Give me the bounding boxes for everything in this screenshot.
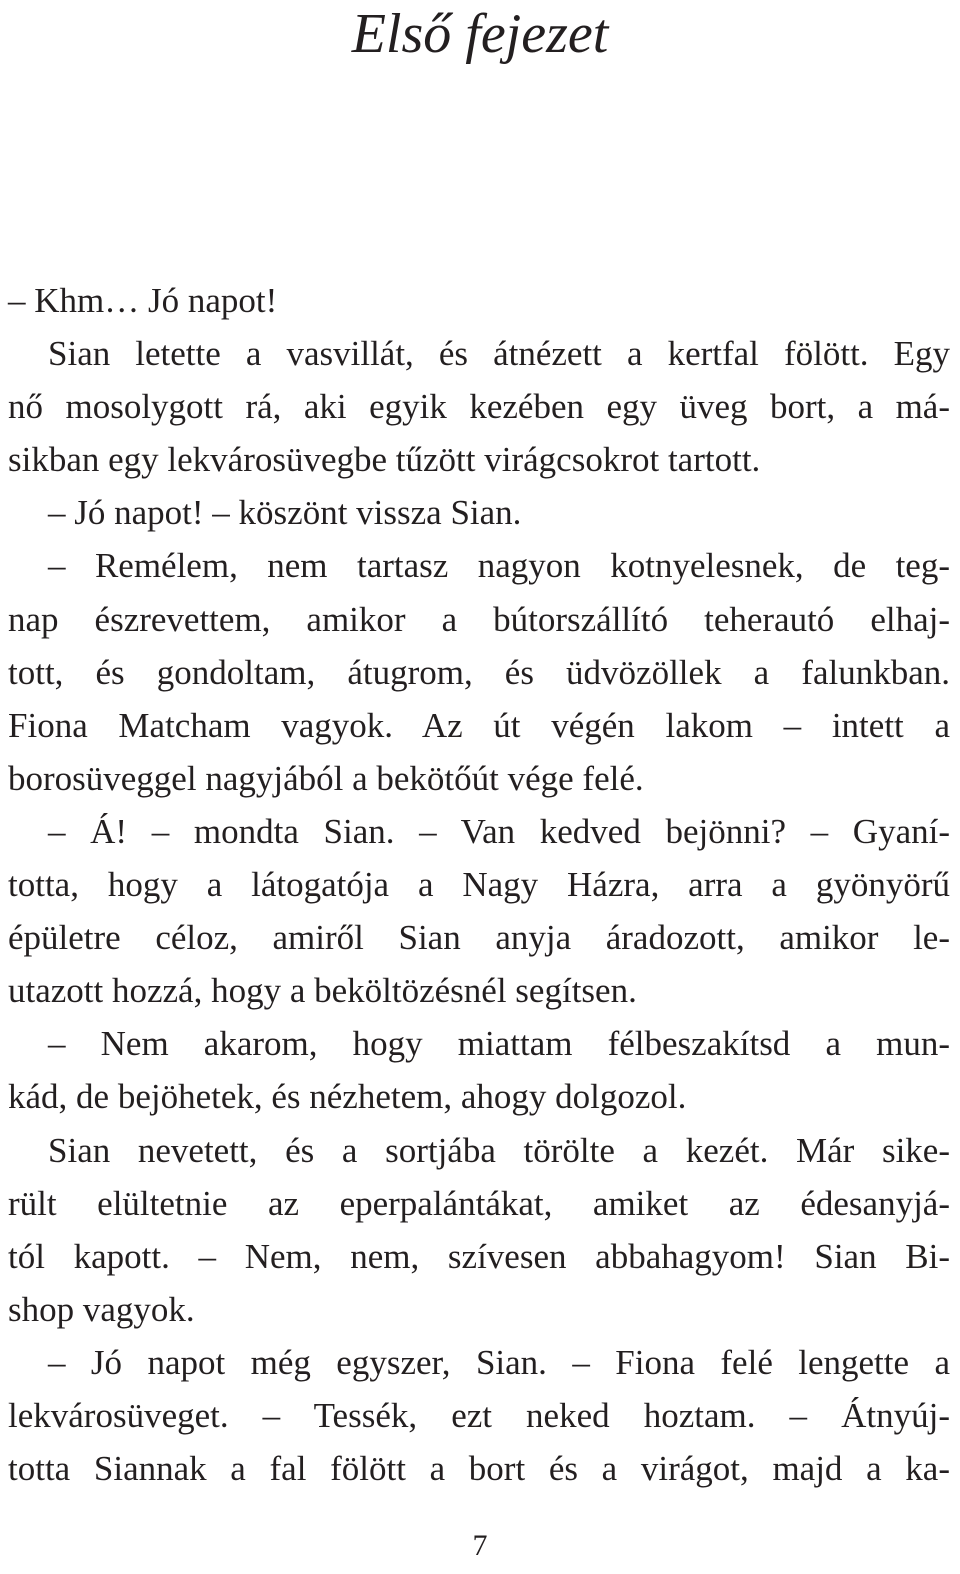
text-line: Sian nevetett, és a sortjába törölte a kezét. Már sike- bbox=[48, 1130, 950, 1170]
text-line: – Khm… Jó napot! bbox=[8, 281, 278, 320]
text-line: Fiona Matcham vagyok. Az út végén lakom – intett a bbox=[8, 705, 950, 745]
text-line: rült elültetnie az eperpalántákat, amiket az édesanyjá- bbox=[8, 1183, 950, 1223]
text-line: kád, de bejöhetek, és nézhetem, ahogy dolgozol. bbox=[8, 1077, 687, 1117]
text-line: totta, hogy a látogatója a Nagy Házra, arra a gyönyörű bbox=[8, 865, 950, 905]
text-line: Sian letette a vasvillát, és átnézett a kertfal fölött. Egy bbox=[48, 334, 950, 374]
text-line: lekvárosüveget. – Tessék, ezt neked hoztam. – Átnyúj- bbox=[8, 1395, 950, 1435]
text-line: utazott hozzá, hogy a beköltözésnél segítsen. bbox=[8, 971, 637, 1011]
chapter-title: Első fejezet bbox=[351, 3, 609, 65]
text-line: shop vagyok. bbox=[8, 1289, 195, 1329]
text-line: épületre céloz, amiről Sian anyja áradozott, amikor le- bbox=[8, 918, 950, 958]
text-line: – Remélem, nem tartasz nagyon kotnyelesnek, de teg- bbox=[48, 546, 950, 586]
page-number: 7 bbox=[472, 1529, 488, 1562]
text-line: sikban egy lekvárosüvegbe tűzött virágcsokrot tartott. bbox=[8, 440, 761, 480]
text-line: tól kapott. – Nem, nem, szívesen abbahagyom! Sian Bi- bbox=[8, 1236, 950, 1276]
body-text bbox=[8, 274, 950, 1495]
text-line: – Nem akarom, hogy miattam félbeszakítsd a mun- bbox=[48, 1024, 950, 1064]
text-line: totta Siannak a fal fölött a bort és a virágot, majd a ka- bbox=[8, 1449, 950, 1489]
text-line: – Jó napot! – köszönt vissza Sian. bbox=[48, 493, 522, 533]
text-line: nő mosolygott rá, aki egyik kezében egy üveg bort, a má- bbox=[8, 387, 950, 427]
text-line: borosüveggel nagyjából a bekötőút vége felé. bbox=[8, 758, 644, 798]
text-line: tott, és gondoltam, átugrom, és üdvözöllek a falunkban. bbox=[8, 652, 950, 692]
text-line: – Á! – mondta Sian. – Van kedved bejönni? – Gyaní- bbox=[48, 811, 950, 851]
text-line: nap észrevettem, amikor a bútorszállító teherautó elhaj- bbox=[8, 599, 950, 639]
text-line: – Jó napot még egyszer, Sian. – Fiona felé lengette a bbox=[48, 1342, 950, 1382]
